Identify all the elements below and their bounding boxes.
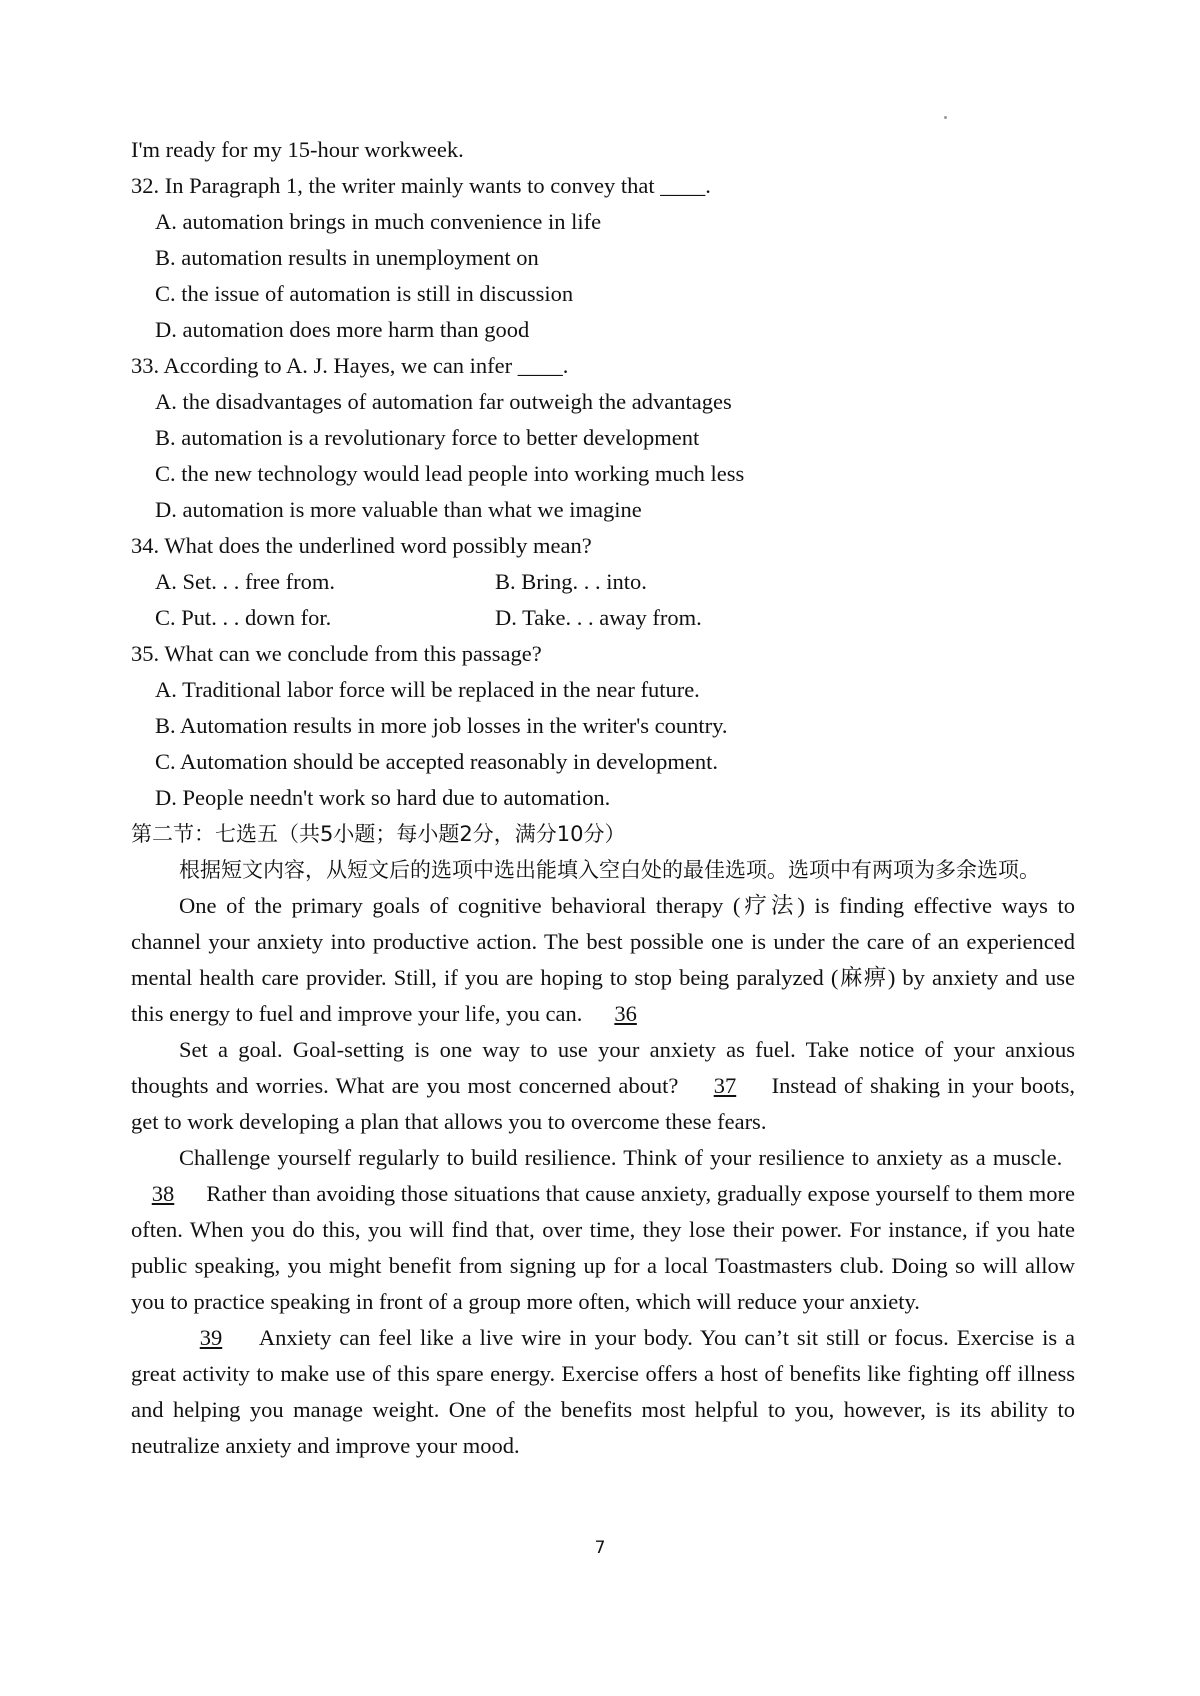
- passage-paragraph-2: [131, 1032, 1075, 1140]
- passage-paragraph-4: [131, 1320, 1075, 1464]
- option-d: D. automation does more harm than good: [155, 317, 530, 342]
- option-d: D. Take. . . away from.: [495, 605, 702, 630]
- option-c: C. Put. . . down for.: [155, 605, 332, 630]
- option-b: B. automation results in unemployment on: [155, 245, 539, 270]
- option-b: B. Bring. . . into.: [495, 569, 647, 594]
- option-c: C. the issue of automation is still in discussion: [155, 281, 574, 306]
- paragraph-text: One of the primary goals of cognitive behavioral therapy (疗法) is finding effective ways to channel your anxiety into productive action. The best possible one is under the care of an experienced mental health care provider. Still, if you are hoping to stop being paralyzed (麻痹) by anxiety and use this energy to fuel and improve your life, you can.: [131, 893, 1075, 1026]
- option-a: A. Set. . . free from.: [155, 569, 335, 594]
- option-c: C. the new technology would lead people into working much less: [155, 461, 745, 486]
- option-c: C. Automation should be accepted reasonably in development.: [155, 749, 718, 774]
- paragraph-text: Instead of shaking in your boots, get to work developing a plan that allows you to overcome these fears.: [131, 1073, 1076, 1134]
- paragraph-text: Rather than avoiding those situations that cause anxiety, gradually expose yourself to them more often. When you do this, you will find that, over time, they lose their power. For instance, if you hate public speaking, you might benefit from signing up for a local Toastmasters club. Doing so will allow you to practice speaking in front of a group more often, which will reduce your anxiety.: [131, 1181, 1075, 1314]
- section-instruction: 根据短文内容，从短文后的选项中选出能填入空白处的最佳选项。选项中有两项为多余选项。: [179, 858, 1040, 882]
- passage-paragraph-3: [131, 1140, 1075, 1320]
- paragraph-text: Anxiety can feel like a live wire in your body. You can’t sit still or focus. Exercise is a great activity to make use of this spare energy. Exercise offers a host of benefits like fighting off illness and helping you manage weight. One of the benefits most helpful to you, however, is its ability to neutralize anxiety and improve your mood.: [131, 1325, 1075, 1458]
- option-row-ab: [131, 564, 1075, 600]
- question-35: [131, 636, 1075, 816]
- question-stem: 34. What does the underlined word possibly mean?: [131, 533, 592, 558]
- option-b: B. Automation results in more job losses in the writer's country.: [155, 713, 728, 738]
- passage-paragraph-1: [131, 888, 1075, 1032]
- option-row-cd: [131, 600, 1075, 636]
- blank-36: 36: [614, 1001, 637, 1026]
- question-34: [131, 528, 1075, 636]
- option-d: D. People needn't work so hard due to automation.: [155, 785, 611, 810]
- page-content: [131, 132, 1075, 1464]
- question-stem: 32. In Paragraph 1, the writer mainly wants to convey that ____.: [131, 173, 711, 198]
- question-33: [131, 348, 1075, 528]
- option-a: A. the disadvantages of automation far outweigh the advantages: [155, 389, 732, 414]
- page-number: 7: [594, 1538, 606, 1558]
- option-b: B. automation is a revolutionary force to better development: [155, 425, 700, 450]
- option-d: D. automation is more valuable than what we imagine: [155, 497, 642, 522]
- scan-speck: [944, 116, 947, 119]
- question-stem: 33. According to A. J. Hayes, we can infer ____.: [131, 353, 569, 378]
- previous-passage-last-line: I'm ready for my 15-hour workweek.: [131, 137, 464, 162]
- blank-37: 37: [713, 1073, 737, 1098]
- section-heading: 第二节：七选五（共5小题；每小题2分，满分10分）: [131, 822, 626, 846]
- blank-39: 39: [199, 1325, 223, 1350]
- option-a: A. Traditional labor force will be replaced in the near future.: [155, 677, 700, 702]
- option-a: A. automation brings in much convenience in life: [155, 209, 602, 234]
- paragraph-text: Challenge yourself regularly to build resilience. Think of your resilience to anxiety as a muscle.: [179, 1145, 1063, 1170]
- paragraph-text: Set a goal. Goal-setting is one way to use your anxiety as fuel. Take notice of your anxious thoughts and worries. What are you most concerned about?: [131, 1037, 1075, 1098]
- question-32: [131, 168, 1075, 348]
- question-stem: 35. What can we conclude from this passage?: [131, 641, 542, 666]
- blank-38: 38: [151, 1181, 175, 1206]
